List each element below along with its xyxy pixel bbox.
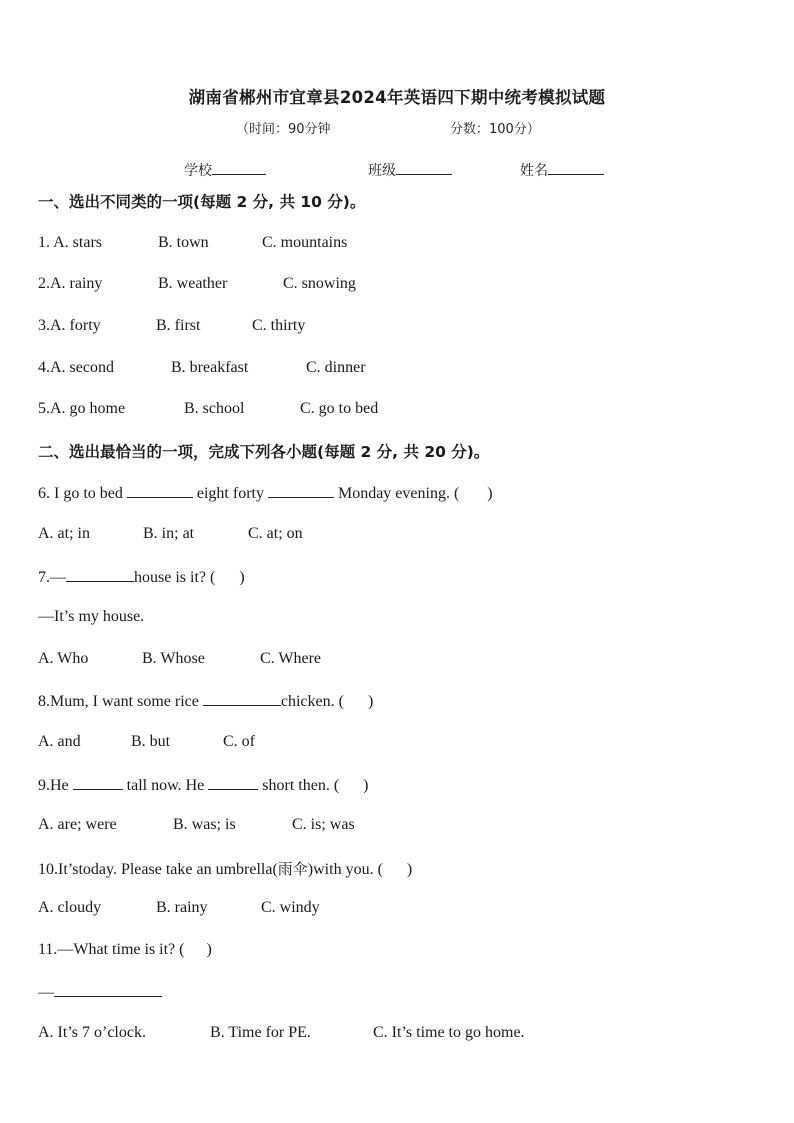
q3-option-a: 3.A. forty [38,317,101,334]
q9-text-2: tall now. He [122,777,209,794]
q11-dash: — [38,984,54,1001]
q8-text-1: 8.Mum, I want some rice [38,693,203,710]
q6-option-c: C. at; on [248,525,303,542]
q7-blank [66,567,134,582]
q7-text-1: 7.— [38,569,66,586]
q8-stem [38,691,373,711]
q1-option-a: 1. A. stars [38,234,102,251]
q9-stem [38,775,368,795]
q5-option-c: C. go to bed [300,400,379,417]
section2-heading: 二、选出最恰当的一项，完成下列各小题(每题 2 分, 共 20 分)。 [38,443,490,461]
exam-score: 分数：100分） [450,122,540,137]
q4-option-a: 4.A. second [38,359,114,376]
q9-blank-2 [208,775,258,790]
q9-blank-1 [73,775,123,790]
q4-option-b: B. breakfast [171,359,249,376]
q7-stem [38,567,245,587]
q6-stem [38,483,493,503]
q7-option-b: B. Whose [142,650,205,667]
school-blank [212,160,266,175]
q10-text-3: ) [406,861,413,878]
q2-option-b: B. weather [158,275,228,292]
q9-option-a: A. are; were [38,816,117,833]
q10-option-c: C. windy [261,899,320,916]
q2-option-a: 2.A. rainy [38,275,103,292]
q8-option-a: A. and [38,733,81,750]
q9-option-b: B. was; is [173,816,236,833]
q9-text-1: 9.He [38,777,73,794]
school-field [184,160,266,180]
q11-answer-line [38,982,162,1002]
q5-option-a: 5.A. go home [38,400,126,417]
q6-option-a: A. at; in [38,525,90,542]
exam-time: （时间：90分钟 [236,122,331,137]
class-field [368,160,452,180]
exam-title: 湖南省郴州市宜章县2024年英语四下期中统考模拟试题 [188,88,606,107]
q11-stem [38,941,212,959]
q10-text-2: )with you. ( [307,861,383,878]
name-field [520,160,604,180]
q8-text-2: chicken. ( [280,693,344,710]
q6-option-b: B. in; at [143,525,195,542]
q8-blank [203,691,281,706]
q11-text-2: ) [206,941,212,958]
q10-option-a: A. cloudy [38,899,102,916]
name-label: 姓名 [520,163,548,179]
q1-option-b: B. town [158,234,209,251]
q3-option-b: B. first [156,317,201,334]
q6-text-4: ) [487,485,493,502]
q10-text-1: 10.It’stoday. Please take an umbrella( [38,861,278,878]
q9-option-c: C. is; was [292,816,355,833]
q10-option-b: B. rainy [156,899,208,916]
q7-option-c: C. Where [260,650,322,667]
q11-option-b: B. Time for PE. [210,1024,311,1041]
q6-text-1: 6. I go to bed [38,485,127,502]
q6-text-3: Monday evening. ( [333,485,460,502]
q11-blank [54,982,162,997]
q8-option-b: B. but [131,733,171,750]
class-label: 班级 [368,163,396,179]
q8-option-c: C. of [223,733,255,750]
q10-umbrella-cn: 雨伞 [277,860,308,878]
q1-option-c: C. mountains [262,234,348,251]
q7-answer-line: —It’s my house. [38,608,145,625]
q9-text-3: short then. ( [258,777,340,794]
q4-option-c: C. dinner [306,359,366,376]
q7-text-2: house is it? ( [134,569,216,586]
q8-text-3: ) [367,693,374,710]
name-blank [548,160,604,175]
q9-text-4: ) [363,777,369,794]
school-label: 学校 [184,163,212,179]
q11-option-a: A. It’s 7 o’clock. [38,1024,146,1041]
q2-option-c: C. snowing [283,275,356,292]
q11-text-1: 11.—What time is it? ( [38,941,185,958]
q6-blank-2 [268,483,334,498]
q6-text-2: eight forty [192,485,268,502]
q5-option-b: B. school [184,400,245,417]
q6-blank-1 [127,483,193,498]
section1-heading: 一、选出不同类的一项(每题 2 分, 共 10 分)。 [38,193,366,211]
q10-stem [38,858,412,879]
q7-option-a: A. Who [38,650,89,667]
q11-option-c: C. It’s time to go home. [373,1024,525,1041]
class-blank [396,160,452,175]
q3-option-c: C. thirty [252,317,306,334]
q7-text-3: ) [239,569,245,586]
